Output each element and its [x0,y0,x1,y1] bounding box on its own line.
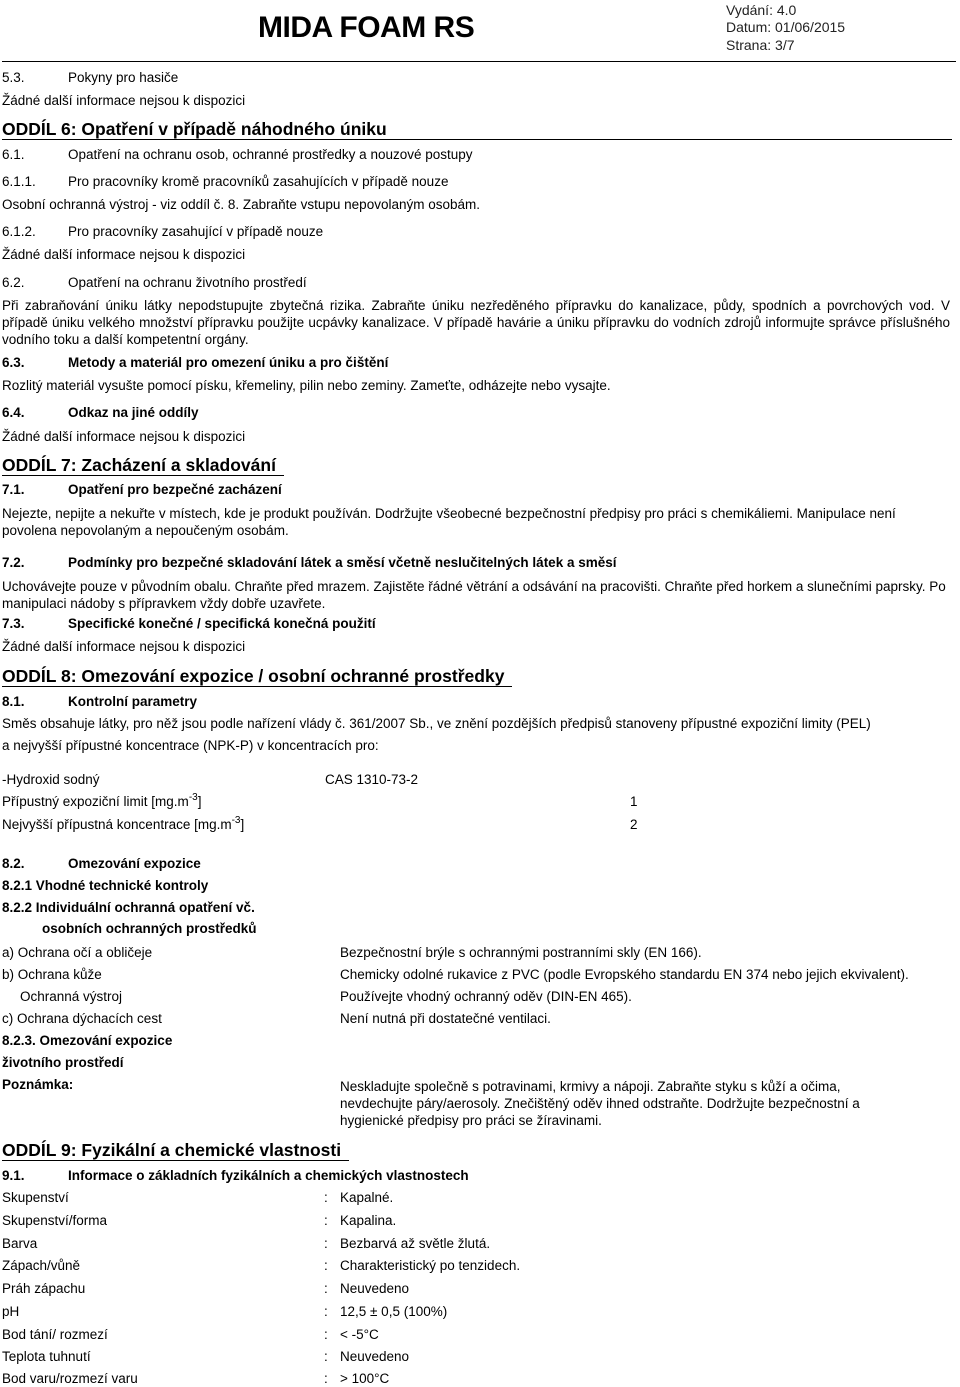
section-title: Informace o základních fyzikálních a chemických vlastnostech [68,1168,469,1183]
section-number: 6.1.1. [2,174,36,189]
property-value: Bezbarvá až světle žlutá. [340,1236,491,1251]
section-title: Pro pracovníky kromě pracovníků zasahujících v případě nouze [68,174,449,189]
header-divider [2,61,956,62]
section-text: Směs obsahuje látky, pro něž jsou podle nařízení vlády č. 361/2007 Sb., ve znění pozdějších předpisů stanoveny přípustné expoziční limity (PEL) [2,716,871,731]
colon: : [324,1304,328,1319]
ppe-value: Chemicky odolné rukavice z PVC (podle Evropského standardu EN 374 nebo jejich ekvivalent). [340,967,909,982]
property-label: Skupenství [2,1190,69,1205]
section-number: 8.2. [2,856,25,871]
section-title: Opatření na ochranu osob, ochranné prostředky a nouzové postupy [68,147,473,162]
section-9-heading: ODDÍL 9: Fyzikální a chemické vlastnosti [2,1141,349,1161]
property-value: < -5°C [340,1327,379,1342]
ppe-label: b) Ochrana kůže [2,967,102,982]
date-label: Datum: 01/06/2015 [726,19,846,35]
section-title: Omezování expozice [68,856,201,871]
section-number: 7.1. [2,482,25,497]
page-number: Strana: 3/7 [726,37,795,53]
colon: : [324,1258,328,1273]
colon: : [324,1327,328,1342]
section-number: 5.3. [2,70,25,85]
section-title: Podmínky pro bezpečné skladování látek a směsí včetně neslučitelných látek a směsí [68,555,617,570]
colon: : [324,1371,328,1386]
property-label: Skupenství/forma [2,1213,108,1228]
section-6-heading: ODDÍL 6: Opatření v případě náhodného úniku [2,120,952,140]
section-text: Nejezte, nepijte a nekuřte v místech, kde je produkt používán. Dodržujte všeobecné bezpečnostní předpisy pro práci s chemikáliemi. Manipulace není povolena nepovolaným a nepoučeným osobám. [2,506,896,538]
section-text: Osobní ochranná výstroj - viz oddíl č. 8. Zabraňte vstupu nepovolaným osobám. [2,197,480,212]
npk-label: Nejvyšší přípustná koncentrace $[mg.m^{-3}]$ [2,814,245,832]
section-8-heading: ODDÍL 8: Omezování expozice / osobní ochranné prostředky [2,667,512,687]
property-value: 12,5 ± 0,5 (100%) [340,1304,448,1319]
property-value: Neuvedeno [340,1349,410,1364]
property-label: Teplota tuhnutí [2,1349,91,1364]
section-title: Opatření na ochranu životního prostředí [68,275,307,290]
section-number: 6.2. [2,275,25,290]
section-title: 8.2.3. Omezování expozice [2,1033,173,1048]
colon: : [324,1190,328,1205]
section-number: 7.3. [2,616,25,631]
colon: : [324,1213,328,1228]
section-text: Rozlitý materiál vysušte pomocí písku, křemeliny, pilin nebo zeminy. Zameťte, odházejte nebo vysajte. [2,378,611,393]
pel-label: Přípustný expoziční limit $[mg.m^{-3}]$ [2,791,202,809]
cas-number: CAS 1310-73-2 [325,772,419,787]
property-label: Práh zápachu [2,1281,86,1296]
section-title: Odkaz na jiné oddíly [68,405,199,420]
section-text: Uchovávejte pouze v původním obalu. Chraňte před mrazem. Zajistěte řádné větrání a odsávání na pracovišti. Chraňte před horkem a slunečními paprsky. Po manipulaci nádoby s přípravkem vždy dobře uzavřete. [2,579,946,611]
property-label: Bod tání/ rozmezí [2,1327,108,1342]
version-label: Vydání: 4.0 [726,2,797,18]
property-label: Zápach/vůně [2,1258,81,1273]
colon: : [324,1281,328,1296]
section-number: 7.2. [2,555,25,570]
ppe-value: Používejte vhodný ochranný oděv (DIN-EN 465). [340,989,632,1004]
section-title: osobních ochranných prostředků [42,921,257,936]
property-value: Neuvedeno [340,1281,410,1296]
section-text: Žádné další informace nejsou k dispozici [2,93,246,108]
ppe-value: Není nutná při dostatečné ventilaci. [340,1011,551,1026]
section-title: Kontrolní parametry [68,694,198,709]
colon: : [324,1349,328,1364]
section-title: životního prostředí [2,1055,124,1070]
section-text: a nejvyšší přípustné koncentrace (NPK-P) v koncentracích pro: [2,738,379,753]
section-number: 6.1.2. [2,224,36,239]
document-title: MIDA FOAM RS [258,11,475,44]
property-label: Bod varu/rozmezí varu [2,1371,138,1386]
ppe-label: c) Ochrana dýchacích cest [2,1011,162,1026]
section-title: Pro pracovníky zasahující v případě nouze [68,224,324,239]
ppe-value: Bezpečnostní brýle s ochrannými postranními skly (EN 166). [340,945,702,960]
note-text: Neskladujte společně s potravinami, krmivy a nápoji. Zabraňte styku s kůží a očima, nevdechujte páry/aerosoly. Znečištěný oděv ihned odstraňte. Dodržujte bezpečnostní a hygienické předpisy pro práci se žíravinami. [340,1079,860,1128]
section-title: Opatření pro bezpečné zacházení [68,482,282,497]
property-value: Kapalina. [340,1213,397,1228]
substance-name: -Hydroxid sodný [2,772,100,787]
section-number: 6.3. [2,355,25,370]
section-title: Metody a materiál pro omezení úniku a pro čištění [68,355,389,370]
property-label: Barva [2,1236,38,1251]
section-text: Žádné další informace nejsou k dispozici [2,639,246,654]
section-title: Pokyny pro hasiče [68,70,179,85]
section-number: 6.4. [2,405,25,420]
section-number: 6.1. [2,147,25,162]
property-value: Kapalné. [340,1190,394,1205]
property-value: Charakteristický po tenzidech. [340,1258,521,1273]
section-7-heading: ODDÍL 7: Zacházení a skladování [2,456,284,476]
ppe-label: a) Ochrana očí a obličeje [2,945,153,960]
section-text: Při zabraňování úniku látky nepodstupujte zbytečná rizika. Zabraňte úniku nezředěného přípravku do kanalizace, půdy, spodních a povrchových vod. V případě úniku velkého množství přípravku použijte ucpávky kanalizace. V případě havárie a úniku přípravku do vodních zdrojů informujte správce příslušného vodního toku a další kompetentní orgány. [2,298,950,347]
section-number: 9.1. [2,1168,25,1183]
section-title: Specifické konečné / specifická konečná použití [68,616,376,631]
colon: : [324,1236,328,1251]
property-value: > 100°C [340,1371,390,1386]
npk-value: 2 [630,817,638,832]
note-label: Poznámka: [2,1077,74,1092]
pel-value: 1 [630,794,638,809]
section-text: Žádné další informace nejsou k dispozici [2,247,246,262]
property-label: pH [2,1304,20,1319]
section-title: 8.2.2 Individuální ochranná opatření vč. [2,900,255,915]
section-title: 8.2.1 Vhodné technické kontroly [2,878,209,893]
ppe-label: Ochranná výstroj [20,989,123,1004]
section-number: 8.1. [2,694,25,709]
section-text: Žádné další informace nejsou k dispozici [2,429,246,444]
